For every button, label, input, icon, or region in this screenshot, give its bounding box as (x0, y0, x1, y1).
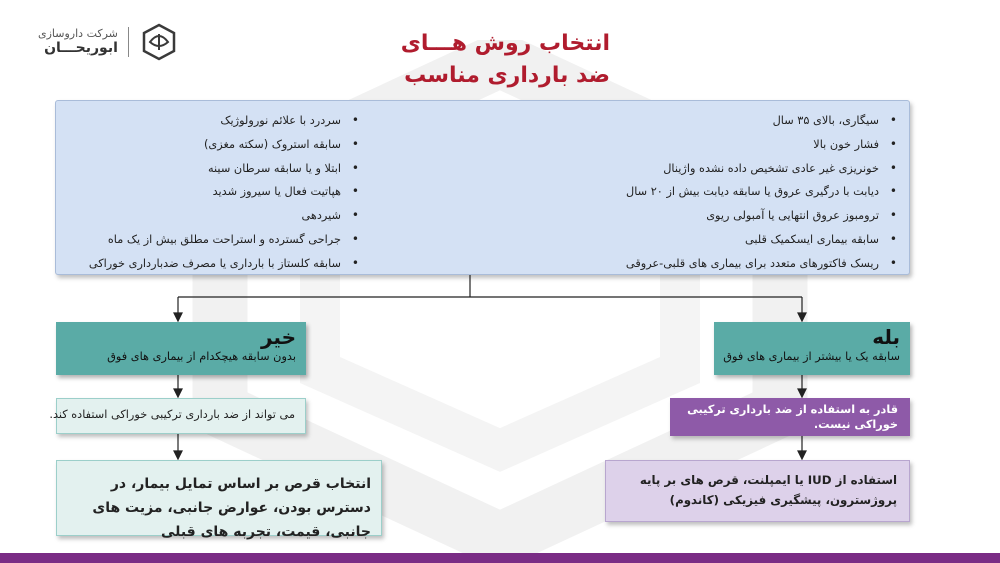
no-branch-step2: انتخاب قرص بر اساس تمایل بیمار، در دسترس بودن، عوارض جانبی، مزیت های جانبی، قیمت، تجربه های قبلی (56, 460, 382, 536)
list-item: • ریسک فاکتورهای متعدد برای بیماری های قلبی-عروقی (626, 252, 899, 276)
title-line-2: ضد بارداری مناسب (404, 63, 610, 88)
list-item: • سیگاری، بالای ۳۵ سال (626, 109, 899, 133)
yes-branch-step1: قادر به استفاده از ضد بارداری ترکیبی خوراکی نیست. (670, 398, 910, 436)
brand-subtitle: شرکت داروسازی (38, 26, 118, 40)
no-branch-subtitle: بدون سابقه هیچکدام از بیماری های فوق (107, 350, 296, 363)
yes-branch-subtitle: سابقه یک یا بیشتر از بیماری های فوق (723, 350, 900, 363)
brand-divider (128, 27, 129, 57)
page-title (320, 28, 610, 92)
list-item: • فشار خون بالا (626, 133, 899, 157)
list-item: • شیردهی (89, 204, 361, 228)
risk-factors-box (55, 100, 910, 275)
lotus-logo-icon (139, 22, 179, 62)
bottom-bar (0, 553, 1000, 563)
no-branch-step1: می تواند از ضد بارداری ترکیبی خوراکی استفاده کند. (56, 398, 306, 434)
list-item: • هپاتیت فعال یا سیروز شدید (89, 180, 361, 204)
risk-factors-right-list (626, 109, 899, 276)
list-item: • ترومبوز عروق انتهایی یا آمبولی ریوی (626, 204, 899, 228)
list-item: • سابقه بیماری ایسکمیک قلبی (626, 228, 899, 252)
list-item: • ابتلا و یا سابقه سرطان سینه (89, 157, 361, 181)
brand-logo (38, 22, 179, 62)
title-line-1: انتخاب روش هـــای (400, 31, 610, 56)
list-item: • جراحی گسترده و استراحت مطلق بیش از یک ماه (89, 228, 361, 252)
list-item: • سابقه کلستاز با بارداری یا مصرف ضدبارداری خوراکی (89, 252, 361, 276)
list-item: • سابقه استروک (سکته مغزی) (89, 133, 361, 157)
yes-branch-step2: استفاده از IUD یا ایمپلنت، قرص های بر پایه پروژسترون، پیشگیری فیزیکی (کاندوم) (605, 460, 910, 522)
list-item: • دیابت با درگیری عروق یا سابقه دیابت بیش از ۲۰ سال (626, 180, 899, 204)
yes-branch-header (714, 322, 910, 375)
list-item: • سردرد با علائم نورولوژیک (89, 109, 361, 133)
no-branch-header (56, 322, 306, 375)
brand-name: ابوریحـــان (44, 40, 118, 57)
no-branch-title: خیر (260, 325, 296, 349)
risk-factors-left-list (89, 109, 361, 276)
list-item: • خونریزی غیر عادی تشخیص داده نشده واژینال (626, 157, 899, 181)
yes-branch-title: بله (872, 325, 900, 349)
